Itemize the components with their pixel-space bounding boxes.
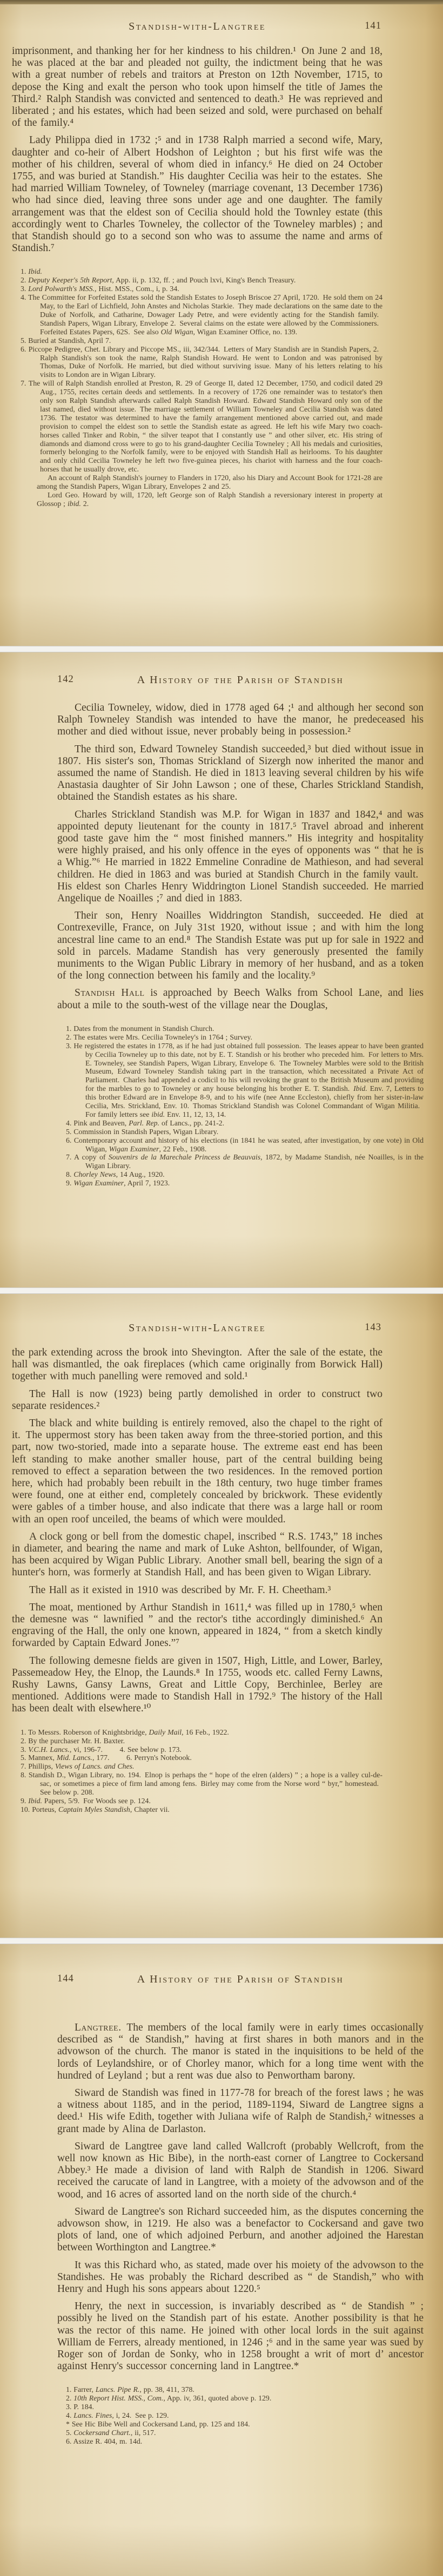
- italic-text: ibid.: [151, 1110, 165, 1118]
- italic-text: Ibid.: [28, 1796, 42, 1805]
- text-run: 3.: [21, 285, 29, 293]
- footnote: [12, 1805, 382, 1814]
- text-run: 3.: [21, 1745, 29, 1754]
- footnote: [57, 1128, 424, 1136]
- text-run: Their son, Henry Noailles Widdrington Standish, succeeded. He died at Contrexeville, France, on July 31st 1920, without issue ; and with him the long ancestral line came to an end.⁸ The Standish Estate was put up for sale in 1922 and sold in parcels. Madame Standish has very generously presented the family muniments to the Wigan Public Library in memory of her husband, and as a token of the long connection between his family and the locality.⁹: [57, 910, 424, 982]
- footnote: [12, 1754, 382, 1762]
- footnote: [12, 276, 382, 285]
- text-run: The members of the local family were in early times occasionally described as “ de Standish,” having at first shares in both manors and in the advowson of the church. The manor is stated in the inquisitions to be held of the lords of Leylandshire, or of Chorley manor, which for a long time went with the hundred of Leyland ; but a rent was due also to Penwortham barony.: [57, 2022, 424, 2081]
- footnote: [12, 336, 382, 345]
- paragraph: [12, 1347, 382, 1383]
- paragraph: [12, 134, 382, 254]
- text-run: 5. Buried at Standish, April 7.: [21, 336, 111, 345]
- running-head: [57, 674, 424, 688]
- footnote: [12, 1728, 382, 1737]
- text-run: , April 7, 1923.: [124, 1179, 170, 1188]
- footnote: [12, 1797, 382, 1805]
- text-run: 4.: [66, 2411, 74, 2420]
- text-run: Cecilia Towneley, widow, died in 1778 aged 64 ;¹ and although her second son Ralph Towneley Standish was intended to have the manor, he predeceased his mother and died without issue, never probably being in possession.²: [57, 702, 424, 738]
- italic-text: Lancs. Fines: [73, 2411, 112, 2420]
- text-run: The Hall is now (1923) being partly demolished in order to construct two separate residences.²: [12, 1388, 382, 1412]
- running-title: A History of the Parish of Standish: [137, 1973, 344, 1985]
- footnote: [12, 285, 382, 293]
- italic-text: ibid.: [67, 499, 81, 508]
- footnote: [12, 474, 382, 491]
- page-footnotes-142: [57, 1024, 424, 1188]
- text-run: 2.: [80, 499, 89, 508]
- text-run: Lord Geo. Howard by will, 1720, left George son of Ralph Standish a reversionary interest in property at Glossop ;: [37, 491, 382, 508]
- paragraph: [57, 744, 424, 804]
- text-run: Env. 7, Letters to this brother Edward are in Envelope 8-9, and to his wife (nee Anne Eccleston), chiefly from her sister-in-law Cecilia, Mrs. Strickland, Env. 10. Thomas Strickland Standish was Colonel Commandant of Wigan Militia. For family letters see: [85, 1084, 424, 1118]
- footnote: [57, 2429, 424, 2437]
- text-run: 2.: [66, 2394, 74, 2403]
- footnote: [12, 379, 382, 474]
- text-run: , Chapter vii.: [130, 1805, 170, 1813]
- italic-text: Wigan Examiner: [109, 1144, 159, 1153]
- italic-text: Souvenirs de la Marechale Princess de Beauvais: [108, 1153, 261, 1162]
- text-run: * See Hic Bibe Well and Cockersand Land, pp. 125 and 184.: [66, 2420, 250, 2429]
- text-run: is approached by Beech Walks from School Lane, and lies about a mile to the south-west of the village near the Douglas,: [57, 987, 424, 1011]
- text-run: 10. Porteus,: [21, 1805, 58, 1813]
- paragraph: [57, 987, 424, 1011]
- page-separator: [0, 1938, 443, 1944]
- text-run: 6. Assize R. 404, m. 14d.: [66, 2437, 143, 2445]
- page-number: 144: [57, 1973, 74, 1984]
- text-run: , vi, 196-7. 4. See below p. 173.: [69, 1745, 182, 1754]
- text-run: 2.: [21, 276, 29, 285]
- paragraph: [57, 2022, 424, 2082]
- text-run: 1. Dates from the monument in Standish Church.: [66, 1024, 214, 1033]
- page-number: 141: [365, 21, 381, 31]
- footnote: [57, 2437, 424, 2446]
- footnote: [12, 267, 382, 276]
- text-run: , 1872, by Madame Standish, née Noailles, is in the Wigan Library.: [85, 1153, 424, 1170]
- footnote: [12, 491, 382, 508]
- paragraph: [57, 702, 424, 738]
- text-run: 3. He registered the estates in 1778, as if he had just obtained full possession. The leases appear to have been granted by Cecilia Towneley up to this date, not by E. T. Standish or his brother who preceded him. For letters to Mrs. E. Towneley, see Standish Papers, Wigan Library, Envelope 6. The Towneley Marbles were sold to the British Museum, Edward Towneley Standish taking part in the transaction, which necessitated a Private Act of Parliament. Charles had appended a codicil to his will revoking the grant to the British Museum and providing for the marbles to go to Towneley or any house belonging his brother E. T. Standish.: [66, 1041, 424, 1093]
- page-content: [0, 0, 443, 508]
- paragraph: [57, 2301, 424, 2372]
- paragraph: [12, 1602, 382, 1650]
- text-run: , 22 Feb., 1908.: [159, 1144, 207, 1153]
- footnote: [12, 345, 382, 380]
- footnote: [57, 1033, 424, 1042]
- italic-text: Old Wigan: [160, 327, 193, 336]
- footnote: [57, 2403, 424, 2411]
- paragraph: [57, 2260, 424, 2296]
- text-run: 5.: [66, 2429, 74, 2437]
- page-content: [0, 1294, 443, 1814]
- text-run: Charles Strickland Standish was M.P. for Wigan in 1837 and 1842,⁴ and was appointed deputy lieutenant for the county in 1817.⁵ Travel abroad and inherent good taste gave him the “ most finished manners.” His integrity and hospitality were highly praised, and his only offence in the eyes of opponents was “ that he is a Whig.”⁶ He married in 1822 Emmeline Conradine de Mathieson, and had several children. He died in 1863 and was buried at Standish Church in the family vault. His eldest son Charles Henry Widdrington Lionel Standish succeeded. He married Angelique de Noailles ;⁷ and died in 1883.: [57, 808, 424, 905]
- text-run: 7. A copy of: [66, 1153, 109, 1162]
- italic-text: Daily Mail: [149, 1728, 182, 1736]
- book-page-143: [0, 1294, 443, 1938]
- text-run: 8. Standish D., Wigan Library, no. 194. Elnop is perhaps the “ hope of the elren (alders) ” ; a hope is a valley cul-de-sac, or sometimes a piece of firm land among fens. Birley may come from the Norse word “ byr,” homestead. See below p. 208.: [21, 1771, 382, 1797]
- text-run: , Hist. MSS., Com., i, p. 34.: [94, 285, 179, 293]
- text-run: 5. Commission in Standish Papers, Wigan Library.: [66, 1127, 219, 1136]
- text-run: 1. Farrer,: [66, 2385, 96, 2394]
- small-caps-text: Standish Hall: [75, 987, 145, 999]
- footnote: [57, 1136, 424, 1154]
- text-run: Siward de Standish was fined in 1177-78 for breach of the forest laws ; he was a witness about 1185, and in the period, 1189-1194, Siward de Langtree signs a deed.¹ His wife Edith, together with Juliana wife of Ralph de Standish,² witnesses a grant made by Alina de Darlaston.: [57, 2087, 424, 2135]
- page-body-143: [12, 1347, 382, 1715]
- paragraph: [12, 1655, 382, 1715]
- running-head: [12, 1322, 382, 1336]
- text-run: 7. Phillips,: [21, 1762, 55, 1771]
- page-body-141: [12, 45, 382, 254]
- italic-text: Views of Lancs. and Ches.: [55, 1762, 135, 1771]
- text-run: , 16 Feb., 1922.: [182, 1728, 229, 1736]
- running-title: Standish-with-Langtree: [129, 21, 266, 32]
- text-run: 9.: [66, 1179, 74, 1188]
- footnote: [57, 1042, 424, 1119]
- text-run: 4. Pink and Beaven,: [66, 1118, 129, 1127]
- text-run: Lady Philippa died in 1732 ;⁵ and in 1738 Ralph married a second wife, Mary, daughter and co-heir of Albert Hodshon of Leighton ; but his first wife was the mother of his children, several of whom died in infancy.⁶ He died on 24 October 1755, and was buried at Standish.” His daughter Cecilia was heir to the estates. She had married William Towneley, of Towneley (marriage covenant, 13 December 1736) who had since died, leaving three sons under age and one daughter. The family arrangement was that the eldest son of Cecilia should hold the Townley estate (this accordingly went to Charles Towneley, the collector of the Towneley marbles) ; and that Standish should go to a second son who was to assume the name and arms of Standish.⁷: [12, 134, 382, 254]
- footnote: [57, 2394, 424, 2403]
- italic-text: Lord Polwarth's MSS.: [28, 285, 95, 293]
- page-content: [0, 1944, 443, 2446]
- book-page-142: [0, 652, 443, 1287]
- text-run: Env. 11, 12, 13, 14.: [165, 1110, 226, 1118]
- text-run: Papers, 5/9. For Woods see p. 124.: [42, 1796, 151, 1805]
- page-body-144: [57, 2022, 424, 2372]
- text-run: , 177. 6. Perryn's Notebook.: [92, 1754, 192, 1762]
- text-run: 1. To Messrs. Roberson of Knightsbridge,: [21, 1728, 149, 1736]
- running-head: [12, 21, 382, 35]
- italic-text: Deputy Keeper's 5th Report: [28, 276, 112, 285]
- page-footnotes-144: [57, 2385, 424, 2445]
- paragraph: [57, 809, 424, 905]
- text-run: 4. The Committee for Forfeited Estates sold the Standish Estates to Joseph Briscoe 27 April, 1720. He sold them on 24 May, to the Earl of Lichfield, John Anstes and Nicholas Starkie. They made declarations on the same date to the Duke of Norfolk, and Catharine, Dowager Lady Petre, and were evidently acting for the Standish family. Standish Papers, Wigan Library, Envelope 2. Several claims on the estate were allowed by the Commissioners. Forfeited Estates Papers, 62S. See also: [21, 293, 382, 336]
- page-footnotes-141: [12, 267, 382, 508]
- page-content: [0, 652, 443, 1188]
- italic-text: V.C.H. Lancs.: [28, 1745, 70, 1754]
- book-page-144: [0, 1944, 443, 2576]
- paragraph: [12, 1531, 382, 1579]
- text-run: 1.: [21, 267, 29, 276]
- text-run: , i, 24. See p. 129.: [112, 2411, 169, 2420]
- text-run: An account of Ralph Standish's journey to Flanders in 1720, also his Diary and Account Book for 1721-28 are among the Standish Papers, Wigan Library, Envelopes 2 and 25.: [37, 474, 382, 491]
- italic-text: Captain Myles Standish: [58, 1805, 130, 1813]
- italic-text: Chorley News: [73, 1170, 116, 1179]
- page-separator: [0, 646, 443, 652]
- text-run: , ii, 517.: [130, 2429, 156, 2437]
- footnote: [57, 2385, 424, 2394]
- text-run: of Lancs., pp. 241-2.: [159, 1118, 225, 1127]
- paragraph: [12, 1584, 382, 1596]
- footnote: [12, 1771, 382, 1797]
- text-run: The black and white building is entirely removed, also the chapel to the right of it. The uppermost story has been taken away from the three-storied portion, and this part, now two-storied, made into a separate house. The extreme east end has been left standing to make another smaller house, part of the central building being removed to effect a separation between the two residences. In the removed portion here, which had probably been rebuilt in the 18th century, two huge timber frames were found, one at either end, completely concealed by brickwork. These evidently were gables of a timber house, and also indicate that there was a large hall or room with an open roof unceiled, the beams of which were moulded.: [12, 1418, 382, 1525]
- italic-text: Wigan Examiner: [73, 1179, 124, 1188]
- running-title: Standish-with-Langtree: [129, 1322, 266, 1334]
- text-run: 2. The estates were Mrs. Cecilia Towneley's in 1764 ; Survey.: [66, 1033, 252, 1041]
- footnote: [57, 1024, 424, 1033]
- text-run: , App. ii, p. 132, ff. ; and Pouch lxvi, King's Bench Treasury.: [112, 276, 296, 285]
- paragraph: [57, 2206, 424, 2254]
- text-run: 9.: [21, 1796, 29, 1805]
- footnote: [57, 2420, 424, 2429]
- paragraph: [57, 910, 424, 982]
- text-run: 5. Mannex,: [21, 1754, 57, 1762]
- paragraph: [12, 1418, 382, 1526]
- page-footnotes-143: [12, 1728, 382, 1814]
- footnote: [12, 1737, 382, 1745]
- footnote: [57, 1179, 424, 1188]
- italic-text: Ibid.: [353, 1084, 367, 1093]
- footnote: [12, 1745, 382, 1754]
- footnote: [57, 1119, 424, 1128]
- italic-text: Lancs. Pipe R.: [95, 2385, 140, 2394]
- page-number: 143: [365, 1322, 381, 1333]
- paragraph: [12, 45, 382, 129]
- page-separator: [0, 1287, 443, 1294]
- italic-text: Ibid.: [28, 267, 42, 276]
- book-page-141: [0, 0, 443, 646]
- footnote: [12, 1762, 382, 1771]
- text-run: imprisonment, and thanking her for her kindness to his children.¹ On June 2 and 18, he was placed at the bar and pleaded not guilty, the indictment being that he was with a great number of rebels and traitors at Preston on 12th November, 1715, to depose the King and exalt the person who took upon himself the title of James the Third.² Ralph Standish was convicted and sentenced to death.³ He was reprieved and liberated ; and his estates, which had been seized and sold, were purchased on behalf of the family.⁴: [12, 45, 382, 129]
- text-run: 6. Contemporary account and history of his elections (in 1841 he was seated, after investigation, by one vote) in Old Wigan,: [66, 1136, 424, 1153]
- text-run: The third son, Edward Towneley Standish succeeded,³ but died without issue in 1807. His sister's son, Thomas Strickland of Sizergh now inherited the manor and assumed the name of Standish. He died in 1813 leaving several children by his wife Anastasia daughter of Sir John Lawson ; one of these, Charles Strickland Standish, obtained the Standish estates as his share.: [57, 743, 424, 803]
- paragraph: [12, 1388, 382, 1412]
- text-run: , Wigan Examiner Office, no. 139.: [193, 327, 298, 336]
- footnote: [57, 2411, 424, 2420]
- page-body-142: [57, 702, 424, 1011]
- text-run: , App. iv, 361, quoted above p. 129.: [163, 2394, 272, 2403]
- text-run: The Hall as it existed in 1910 was described by Mr. F. H. Cheetham.³: [29, 1584, 331, 1596]
- italic-text: Mid. Lancs.: [56, 1754, 92, 1762]
- text-run: The moat, mentioned by Arthur Standish in 1611,⁴ was filled up in 1780,⁵ when the demesne was “ lawnified ” and the rector's tithe accordingly diminished.⁶ An engraving of the Hall, the only one known, appeared in 1824, “ from a sketch kindly forwarded by Captain Edward Jones.”⁷: [12, 1601, 382, 1649]
- running-title: A History of the Parish of Standish: [137, 674, 344, 686]
- small-caps-text: Langtree.: [75, 2022, 122, 2033]
- text-run: 2. By the purchaser Mr. H. Baxter.: [21, 1736, 125, 1745]
- text-run: , 14 Aug., 1920.: [116, 1170, 165, 1179]
- text-run: A clock gong or bell from the domestic chapel, inscribed “ R.S. 1743,” 18 inches in diameter, and bearing the name and mark of Luke Ashton, bellfounder, of Wigan, has been acquired by Wigan Public Library. Another small bell, bearing the sign of a hunter's horn, was formerly at Standish Hall, and has been given to Wigan Library.: [12, 1530, 382, 1579]
- text-run: Siward de Langtree gave land called Wallcroft (probably Wellcroft, from the well now known as Hic Bibe), in the north-east corner of Langtree to Cockersand Abbey.³ He made a division of land with Ralph de Standish in 1206. Siward received the carucate of land in Langtree, with a moiety of the advowson and of the wood, and 16 acres of assorted land on the north side of the church.⁴: [57, 2140, 424, 2200]
- footnote: [12, 293, 382, 336]
- italic-text: Parl. Rep.: [129, 1118, 160, 1127]
- text-run: the park extending across the brook into Shevington. After the sale of the estate, the hall was dismantled, the oak fireplaces (which came originally from Borwick Hall) together with much panelling were removed and sold.¹: [12, 1347, 382, 1383]
- paragraph: [57, 2087, 424, 2135]
- text-run: 8.: [66, 1170, 74, 1179]
- text-run: It was this Richard who, as stated, made over his moiety of the advowson to the Standishes. He was probably the Richard described as “ de Standish,” who with Henry and Hugh his sons appears about 1220.⁵: [57, 2259, 424, 2295]
- footnote: [57, 1153, 424, 1170]
- paragraph: [57, 2141, 424, 2201]
- text-run: Henry, the next in succession, is invariably described as “ de Standish ” ; possibly he lived on the Standish part of his estate. Another possibility is that he was the rector of this name. He joined with other local lords in the suit against William de Ferrers, already mentioned, in 1246 ;⁶ and in the same year was sued by Roger son of Jordan de Sonky, who in 1258 brought a writ of mort d’ ancestor against Henry's successor concerning land in Langtree.*: [57, 2301, 424, 2372]
- running-head: [57, 1973, 424, 1987]
- text-run: 3. P. 184.: [66, 2403, 94, 2411]
- footnote: [57, 1170, 424, 1179]
- text-run: 6. Piccope Pedigree, Chet. Library and Piccope MS., iii, 342/344. Letters of Mary Standish are in Standish Papers, 2. Ralph Standish's son took the name, Ralph Standish Howard. He went to London and was patronised by Thomas, Duke of Norfolk. He married, but died without surviving issue. Many of his letters relating to his visits to London are in Wigan Library.: [21, 345, 382, 379]
- text-run: The following demesne fields are given in 1507, High, Little, and Lower, Barley, Passemeadow Hey, the Elnop, the Launds.⁸ In 1755, woods etc. called Ferny Lawns, Rushy Lawns, Gansy Lawns, Great and Little Copy, Berchinlee, Berley are mentioned. Additions were made to Standish Hall in 1792.⁹ The history of the Hall has been dealt with elsewhere.¹⁰: [12, 1655, 382, 1715]
- text-run: Siward de Langtree's son Richard succeeded him, as the disputes concerning the advowson show, in 1219. He also was a benefactor to Cockersand and gave two plots of land, one of which adjoined Perburn, and another adjoined the Harestan between Worthington and Langtree.*: [57, 2206, 424, 2254]
- italic-text: Cockersand Chart.: [73, 2429, 131, 2437]
- text-run: , pp. 38, 411, 378.: [139, 2385, 194, 2394]
- page-number: 142: [57, 674, 74, 685]
- text-run: 7. The will of Ralph Standish enrolled at Preston, R. 29 of George II, dated 12 December, 1750, and codicil dated 29 Aug., 1755, recites certain deeds and settlements. In a recovery of 1726 one remainder was to testator's then only son Ralph Standish afterwards called Ralph Standish Howard. Edward Standish Howard only son of the last named, died without issue. The marriage settlement of William Towneley and Cecilia Standish was dated 1736. The testator was determined to have the family arrangement mentioned above carried out, and made provision to compel the eldest son to settle the Standish estate as agreed. He left his wife Mary two coach-horses called Tinker and Robin, “ the silver teapot that I constantly use ” and other silver, etc. His string of diamonds and diamond cross were to go to his grand-daughter Cecilia Towneley ; All his medals and curiosities, formerly belonging to the Norfolk family, were to be enjoyed with Standish Hall as heirlooms. To his daughter and only child Cecilia Towneley he left two five-guinea pieces, his chariot with harness and the four coach-horses that he usually drove, etc.: [21, 379, 382, 474]
- italic-text: 10th Report Hist. MSS., Com.: [73, 2394, 164, 2403]
